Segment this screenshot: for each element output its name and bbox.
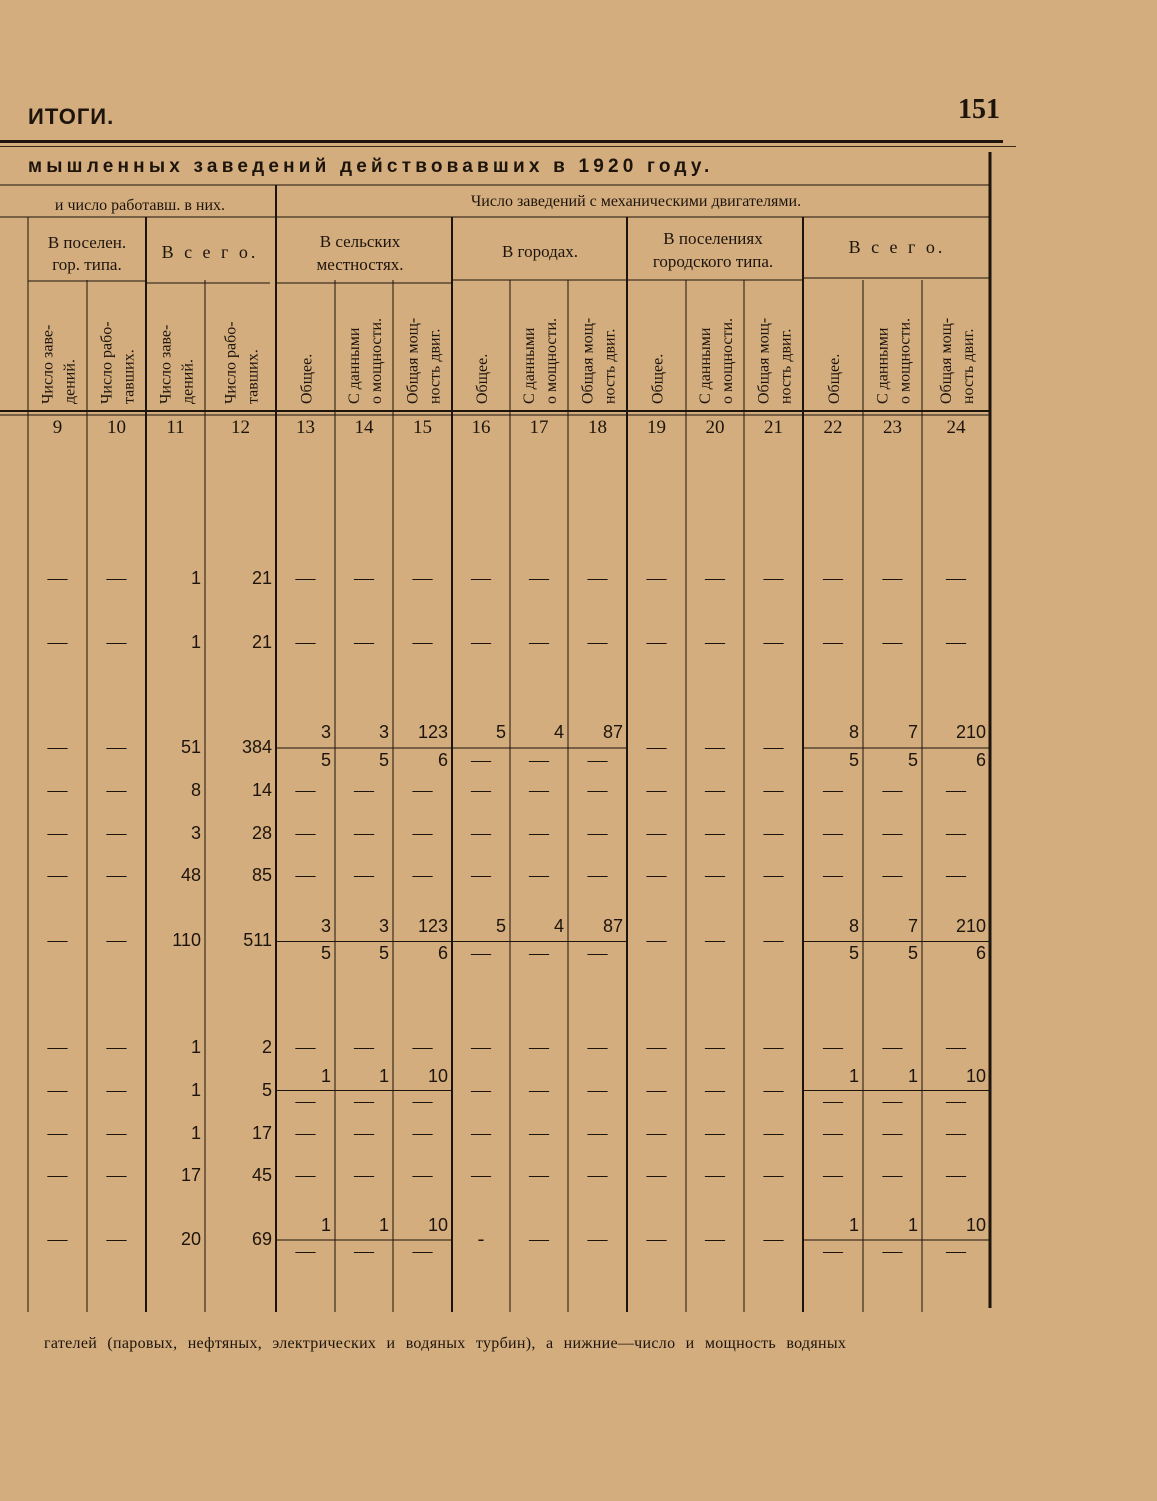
column-header-18: Общая мощ- xyxy=(579,317,597,404)
subgroup-total-left: В с е г о. xyxy=(161,242,259,262)
cell-bottom-r8-c22: — xyxy=(823,1090,843,1112)
cell-top-r11-c13: 1 xyxy=(320,1215,331,1235)
cell-r7-c21: — xyxy=(763,1036,784,1058)
column-header-9: дений. xyxy=(61,359,79,404)
cell-top-r11-c22: 1 xyxy=(848,1215,859,1235)
cell-top-r6-c24: 210 xyxy=(955,916,986,936)
cell-r5-c22: — xyxy=(823,864,843,886)
cell-bottom-r2-c14: 5 xyxy=(378,750,389,770)
cell-r4-c10: — xyxy=(106,822,127,844)
cell-r4-c16: — xyxy=(471,822,491,844)
column-header-24: Общая мощ- xyxy=(938,317,955,404)
column-header-22: Общее. xyxy=(826,353,843,404)
cell-r4-c13: — xyxy=(295,822,316,844)
cell-top-r11-c23: 1 xyxy=(907,1215,918,1235)
group-header-workers: и число работавш. в них. xyxy=(54,197,226,214)
cell-r3-c22: — xyxy=(823,779,843,801)
cell-r7-c14: — xyxy=(354,1036,374,1058)
cell-r4-c11: 3 xyxy=(190,823,201,843)
cell-r7-c9: — xyxy=(47,1036,68,1058)
cell-top-r2-c24: 210 xyxy=(955,722,986,742)
column-header-20: С данными xyxy=(697,327,714,404)
cell-top-r2-c18: 87 xyxy=(602,722,623,742)
cell-r4-c18: — xyxy=(587,822,608,844)
column-number-19: 19 xyxy=(647,417,666,438)
column-header-17: о мощности. xyxy=(543,317,560,404)
subgroup-cities: В городах. xyxy=(501,242,579,261)
cell-r0-c11: 1 xyxy=(190,568,201,588)
cell-r1-c17: — xyxy=(529,631,549,653)
table-caption: мышленных заведений действовавших в 1920 году. xyxy=(28,156,714,177)
cell-r0-c17: — xyxy=(529,567,549,589)
cell-r4-c12: 28 xyxy=(251,823,272,843)
cell-r0-c24: — xyxy=(946,567,966,589)
cell-r11-c11: 20 xyxy=(180,1229,201,1249)
cell-r10-c10: — xyxy=(106,1164,127,1186)
cell-r5-c15: — xyxy=(412,864,433,886)
cell-r3-c16: — xyxy=(471,779,491,801)
cell-r5-c23: — xyxy=(882,864,903,886)
cell-r3-c10: — xyxy=(106,779,127,801)
cell-top-r2-c16: 5 xyxy=(495,722,506,742)
column-header-14: о мощности. xyxy=(368,317,385,404)
cell-bottom-r8-c15: — xyxy=(412,1090,433,1112)
cell-r0-c19: — xyxy=(646,567,667,589)
cell-r1-c14: — xyxy=(354,631,374,653)
subgroup-rural: В сельских xyxy=(319,232,401,251)
cell-top-r6-c14: 3 xyxy=(378,916,389,936)
cell-r8-c12: 5 xyxy=(261,1080,272,1100)
cell-r3-c23: — xyxy=(882,779,903,801)
cell-r4-c14: — xyxy=(354,822,374,844)
cell-top-r6-c22: 8 xyxy=(848,916,859,936)
cell-r7-c15: — xyxy=(412,1036,433,1058)
cell-mid-r11-c18: — xyxy=(587,1228,608,1250)
cell-r0-c18: — xyxy=(587,567,608,589)
cell-r1-c18: — xyxy=(587,631,608,653)
cell-bottom-r2-c22: 5 xyxy=(848,750,859,770)
cell-r9-c21: — xyxy=(763,1122,784,1144)
cell-mid-r6-c19: — xyxy=(646,929,667,951)
cell-r4-c21: — xyxy=(763,822,784,844)
cell-r9-c10: — xyxy=(106,1122,127,1144)
cell-r10-c23: — xyxy=(882,1164,903,1186)
cell-r10-c11: 17 xyxy=(180,1165,201,1185)
cell-top-r11-c24: 10 xyxy=(965,1215,986,1235)
cell-r9-c22: — xyxy=(823,1122,843,1144)
cell-top-r8-c15: 10 xyxy=(427,1066,448,1086)
cell-r7-c18: — xyxy=(587,1036,608,1058)
cell-mid-r6-c20: — xyxy=(705,929,725,951)
cell-top-r2-c15: 123 xyxy=(417,722,448,742)
cell-r7-c23: — xyxy=(882,1036,903,1058)
column-number-11: 11 xyxy=(166,417,185,438)
cell-r10-c24: — xyxy=(946,1164,966,1186)
cell-r9-c23: — xyxy=(882,1122,903,1144)
cell-mid-r8-c21: — xyxy=(763,1079,784,1101)
cell-top-r6-c13: 3 xyxy=(320,916,331,936)
cell-r0-c16: — xyxy=(471,567,491,589)
cell-r3-c12: 14 xyxy=(251,780,272,800)
cell-r1-c11: 1 xyxy=(190,632,201,652)
subgroup-urban-settlements: В поселен. xyxy=(47,233,127,252)
cell-bottom-r2-c13: 5 xyxy=(320,750,331,770)
cell-r7-c13: — xyxy=(295,1036,316,1058)
column-header-19: Общее. xyxy=(649,353,667,404)
cell-top-r8-c24: 10 xyxy=(965,1066,986,1086)
cell-bottom-r6-c18: — xyxy=(587,942,608,964)
cell-r3-c9: — xyxy=(47,779,68,801)
cell-r10-c14: — xyxy=(354,1164,374,1186)
cell-r1-c12: 21 xyxy=(251,632,272,652)
cell-r2-c11: 51 xyxy=(180,737,201,757)
cell-r5-c21: — xyxy=(763,864,784,886)
cell-r5-c19: — xyxy=(646,864,667,886)
column-number-10: 10 xyxy=(107,417,126,438)
cell-r3-c17: — xyxy=(529,779,549,801)
cell-bottom-r2-c16: — xyxy=(471,749,491,771)
cell-top-r2-c22: 8 xyxy=(848,722,859,742)
column-header-17: С данными xyxy=(521,327,538,404)
column-header-10: тавших. xyxy=(120,349,138,404)
cell-r7-c16: — xyxy=(471,1036,491,1058)
cell-mid-r11-c16: - xyxy=(477,1228,485,1250)
column-number-12: 12 xyxy=(231,417,250,438)
cell-bottom-r6-c24: 6 xyxy=(975,943,986,963)
cell-top-r6-c18: 87 xyxy=(602,916,623,936)
cell-r9-c17: — xyxy=(529,1122,549,1144)
cell-mid-r2-c19: — xyxy=(646,736,667,758)
cell-r9-c9: — xyxy=(47,1122,68,1144)
cell-r1-c21: — xyxy=(763,631,784,653)
column-number-13: 13 xyxy=(296,417,315,438)
cell-r6-c12: 511 xyxy=(243,930,272,950)
cell-r1-c10: — xyxy=(106,631,127,653)
subgroup-rural-2: местностях. xyxy=(316,255,404,274)
cell-r7-c19: — xyxy=(646,1036,667,1058)
cell-r1-c24: — xyxy=(946,631,966,653)
cell-bottom-r8-c14: — xyxy=(354,1090,374,1112)
cell-bottom-r8-c24: — xyxy=(946,1090,966,1112)
cell-bottom-r11-c23: — xyxy=(882,1240,903,1262)
cell-mid-r6-c21: — xyxy=(763,929,784,951)
cell-r10-c22: — xyxy=(823,1164,843,1186)
cell-top-r6-c17: 4 xyxy=(553,916,564,936)
cell-r0-c21: — xyxy=(763,567,784,589)
cell-bottom-r2-c24: 6 xyxy=(975,750,986,770)
cell-bottom-r6-c23: 5 xyxy=(907,943,918,963)
cell-r5-c9: — xyxy=(47,864,68,886)
column-number-24: 24 xyxy=(946,417,966,438)
cell-r5-c13: — xyxy=(295,864,316,886)
cell-r10-c18: — xyxy=(587,1164,608,1186)
cell-r9-c16: — xyxy=(471,1122,491,1144)
cell-r9-c19: — xyxy=(646,1122,667,1144)
cell-top-r2-c14: 3 xyxy=(378,722,389,742)
cell-r1-c22: — xyxy=(823,631,843,653)
cell-r4-c22: — xyxy=(823,822,843,844)
cell-r7-c17: — xyxy=(529,1036,549,1058)
cell-r3-c11: 8 xyxy=(190,780,201,800)
subgroup-urban-type-2: городского типа. xyxy=(652,252,774,271)
cell-top-r11-c14: 1 xyxy=(378,1215,389,1235)
column-number-20: 20 xyxy=(705,417,725,438)
cell-mid-r11-c21: — xyxy=(763,1228,784,1250)
cell-r4-c24: — xyxy=(946,822,966,844)
cell-r0-c12: 21 xyxy=(251,568,272,588)
cell-r4-c17: — xyxy=(529,822,549,844)
cell-r4-c9: — xyxy=(47,822,68,844)
column-number-17: 17 xyxy=(529,417,549,438)
column-header-10: Число рабо- xyxy=(98,321,116,404)
cell-r5-c16: — xyxy=(471,864,491,886)
cell-r1-c23: — xyxy=(882,631,903,653)
cell-r7-c12: 2 xyxy=(261,1037,272,1057)
cell-mid-r8-c20: — xyxy=(705,1079,725,1101)
cell-top-r8-c23: 1 xyxy=(907,1066,918,1086)
cell-r0-c9: — xyxy=(47,567,68,589)
cell-r1-c15: — xyxy=(412,631,433,653)
cell-mid-r8-c18: — xyxy=(587,1079,608,1101)
cell-r2-c12: 384 xyxy=(241,737,272,757)
cell-r0-c15: — xyxy=(412,567,433,589)
cell-r10-c20: — xyxy=(705,1164,725,1186)
cell-r3-c14: — xyxy=(354,779,374,801)
cell-r10-c17: — xyxy=(529,1164,549,1186)
cell-r3-c24: — xyxy=(946,779,966,801)
column-header-20: о мощности. xyxy=(719,317,736,404)
column-number-18: 18 xyxy=(588,417,607,438)
cell-r3-c18: — xyxy=(587,779,608,801)
cell-r1-c20: — xyxy=(705,631,725,653)
cell-r5-c18: — xyxy=(587,864,608,886)
cell-r3-c15: — xyxy=(412,779,433,801)
cell-r4-c23: — xyxy=(882,822,903,844)
cell-r0-c23: — xyxy=(882,567,903,589)
footnote: гателей (паровых, нефтяных, электрических и водяных турбин), а нижние—число и мощность водяных xyxy=(44,1335,847,1352)
column-header-12: тавших. xyxy=(244,349,262,404)
page-number: 151 xyxy=(958,94,1000,125)
cell-r0-c22: — xyxy=(823,567,843,589)
cell-r9-c11: 1 xyxy=(190,1123,201,1143)
cell-top-r2-c17: 4 xyxy=(553,722,564,742)
cell-top-r8-c22: 1 xyxy=(848,1066,859,1086)
cell-bottom-r6-c17: — xyxy=(529,942,549,964)
cell-r0-c13: — xyxy=(295,567,316,589)
cell-r5-c10: — xyxy=(106,864,127,886)
cell-r5-c17: — xyxy=(529,864,549,886)
subgroup-total-right: В с е г о. xyxy=(848,237,946,257)
column-header-13: Общее. xyxy=(298,353,316,404)
cell-bottom-r2-c17: — xyxy=(529,749,549,771)
cell-r11-c10: — xyxy=(106,1228,127,1250)
cell-r9-c24: — xyxy=(946,1122,966,1144)
cell-r1-c19: — xyxy=(646,631,667,653)
table-body xyxy=(47,567,987,1262)
cell-r3-c21: — xyxy=(763,779,784,801)
cell-r9-c12: 17 xyxy=(251,1123,272,1143)
column-header-23: о мощности. xyxy=(896,317,914,404)
cell-r6-c11: 110 xyxy=(172,930,201,950)
cell-r2-c9: — xyxy=(47,736,68,758)
cell-r10-c9: — xyxy=(47,1164,68,1186)
cell-r10-c19: — xyxy=(646,1164,667,1186)
column-number-23: 23 xyxy=(883,417,902,438)
cell-r10-c13: — xyxy=(295,1164,316,1186)
cell-r1-c13: — xyxy=(295,631,316,653)
column-header-15: ность двиг. xyxy=(426,328,444,404)
cell-r8-c9: — xyxy=(47,1079,68,1101)
cell-bottom-r2-c18: — xyxy=(587,749,608,771)
cell-r9-c14: — xyxy=(354,1122,374,1144)
column-number-9: 9 xyxy=(52,417,63,438)
column-header-24: ность двиг. xyxy=(960,328,977,404)
cell-bottom-r11-c22: — xyxy=(823,1240,843,1262)
column-header-11: дений. xyxy=(179,359,197,404)
cell-r5-c24: — xyxy=(946,864,966,886)
cell-r11-c12: 69 xyxy=(251,1229,272,1249)
cell-bottom-r6-c16: — xyxy=(471,942,491,964)
cell-r7-c20: — xyxy=(705,1036,725,1058)
column-header-23: С данными xyxy=(874,327,892,404)
cell-mid-r2-c21: — xyxy=(763,736,784,758)
cell-bottom-r8-c13: — xyxy=(295,1090,316,1112)
cell-top-r8-c14: 1 xyxy=(378,1066,389,1086)
cell-top-r6-c15: 123 xyxy=(417,916,448,936)
cell-r7-c22: — xyxy=(823,1036,843,1058)
cell-bottom-r11-c15: — xyxy=(412,1240,433,1262)
cell-r3-c20: — xyxy=(705,779,725,801)
cell-r9-c18: — xyxy=(587,1122,608,1144)
cell-top-r6-c23: 7 xyxy=(907,916,918,936)
cell-r6-c9: — xyxy=(47,929,68,951)
cell-r3-c19: — xyxy=(646,779,667,801)
cell-mid-r11-c19: — xyxy=(646,1228,667,1250)
group-header-mechanical: Число заведений с механическими двигателями. xyxy=(470,193,802,210)
cell-mid-r2-c20: — xyxy=(705,736,725,758)
cell-r9-c13: — xyxy=(295,1122,316,1144)
cell-top-r8-c13: 1 xyxy=(320,1066,331,1086)
cell-top-r2-c23: 7 xyxy=(907,722,918,742)
subgroup-urban-type: В поселениях xyxy=(663,229,763,248)
cell-bottom-r11-c13: — xyxy=(295,1240,316,1262)
cell-mid-r8-c16: — xyxy=(471,1079,491,1101)
cell-mid-r11-c17: — xyxy=(529,1228,549,1250)
cell-top-r11-c15: 10 xyxy=(427,1215,448,1235)
column-header-9: Число заве- xyxy=(39,324,57,404)
cell-r10-c16: — xyxy=(471,1164,491,1186)
cell-bottom-r2-c15: 6 xyxy=(437,750,448,770)
table-header xyxy=(40,193,978,438)
cell-r10-c12: 45 xyxy=(251,1165,272,1185)
column-number-21: 21 xyxy=(764,417,783,438)
column-header-21: ность двиг. xyxy=(777,328,795,404)
cell-r6-c10: — xyxy=(106,929,127,951)
cell-r11-c9: — xyxy=(47,1228,68,1250)
cell-r5-c12: 85 xyxy=(251,865,272,885)
cell-bottom-r6-c22: 5 xyxy=(848,943,859,963)
cell-r3-c13: — xyxy=(295,779,316,801)
cell-mid-r11-c20: — xyxy=(705,1228,725,1250)
cell-r5-c14: — xyxy=(354,864,374,886)
cell-r7-c11: 1 xyxy=(190,1037,201,1057)
column-header-21: Общая мощ- xyxy=(755,317,773,404)
cell-top-r6-c16: 5 xyxy=(495,916,506,936)
cell-mid-r8-c19: — xyxy=(646,1079,667,1101)
cell-bottom-r6-c15: 6 xyxy=(437,943,448,963)
cell-bottom-r8-c23: — xyxy=(882,1090,903,1112)
column-header-12: Число рабо- xyxy=(222,321,240,404)
cell-r0-c10: — xyxy=(106,567,127,589)
column-header-18: ность двиг. xyxy=(601,328,619,404)
cell-r4-c15: — xyxy=(412,822,433,844)
cell-r0-c14: — xyxy=(354,567,374,589)
cell-r10-c15: — xyxy=(412,1164,433,1186)
subgroup-urban-settlements-2: гор. типа. xyxy=(52,255,122,274)
column-number-14: 14 xyxy=(354,417,374,438)
running-head: ИТОГИ. xyxy=(28,104,115,129)
cell-r0-c20: — xyxy=(705,567,725,589)
cell-r7-c24: — xyxy=(946,1036,966,1058)
column-number-16: 16 xyxy=(471,417,491,438)
cell-r9-c20: — xyxy=(705,1122,725,1144)
cell-bottom-r2-c23: 5 xyxy=(907,750,918,770)
column-number-15: 15 xyxy=(413,417,432,438)
column-header-11: Число заве- xyxy=(157,324,175,404)
cell-r4-c20: — xyxy=(705,822,725,844)
column-number-22: 22 xyxy=(823,417,843,438)
cell-r2-c10: — xyxy=(106,736,127,758)
cell-top-r2-c13: 3 xyxy=(320,722,331,742)
cell-r9-c15: — xyxy=(412,1122,433,1144)
column-header-16: Общее. xyxy=(474,353,491,404)
cell-r7-c10: — xyxy=(106,1036,127,1058)
cell-bottom-r11-c24: — xyxy=(946,1240,966,1262)
cell-mid-r8-c17: — xyxy=(529,1079,549,1101)
cell-r10-c21: — xyxy=(763,1164,784,1186)
column-header-15: Общая мощ- xyxy=(404,317,422,404)
cell-r8-c10: — xyxy=(106,1079,127,1101)
cell-r8-c11: 1 xyxy=(190,1080,201,1100)
cell-r1-c9: — xyxy=(47,631,68,653)
column-header-14: С данными xyxy=(346,327,363,404)
cell-bottom-r6-c13: 5 xyxy=(320,943,331,963)
cell-r5-c20: — xyxy=(705,864,725,886)
cell-bottom-r11-c14: — xyxy=(354,1240,374,1262)
cell-r1-c16: — xyxy=(471,631,491,653)
cell-r4-c19: — xyxy=(646,822,667,844)
cell-bottom-r6-c14: 5 xyxy=(378,943,389,963)
cell-r5-c11: 48 xyxy=(180,865,201,885)
